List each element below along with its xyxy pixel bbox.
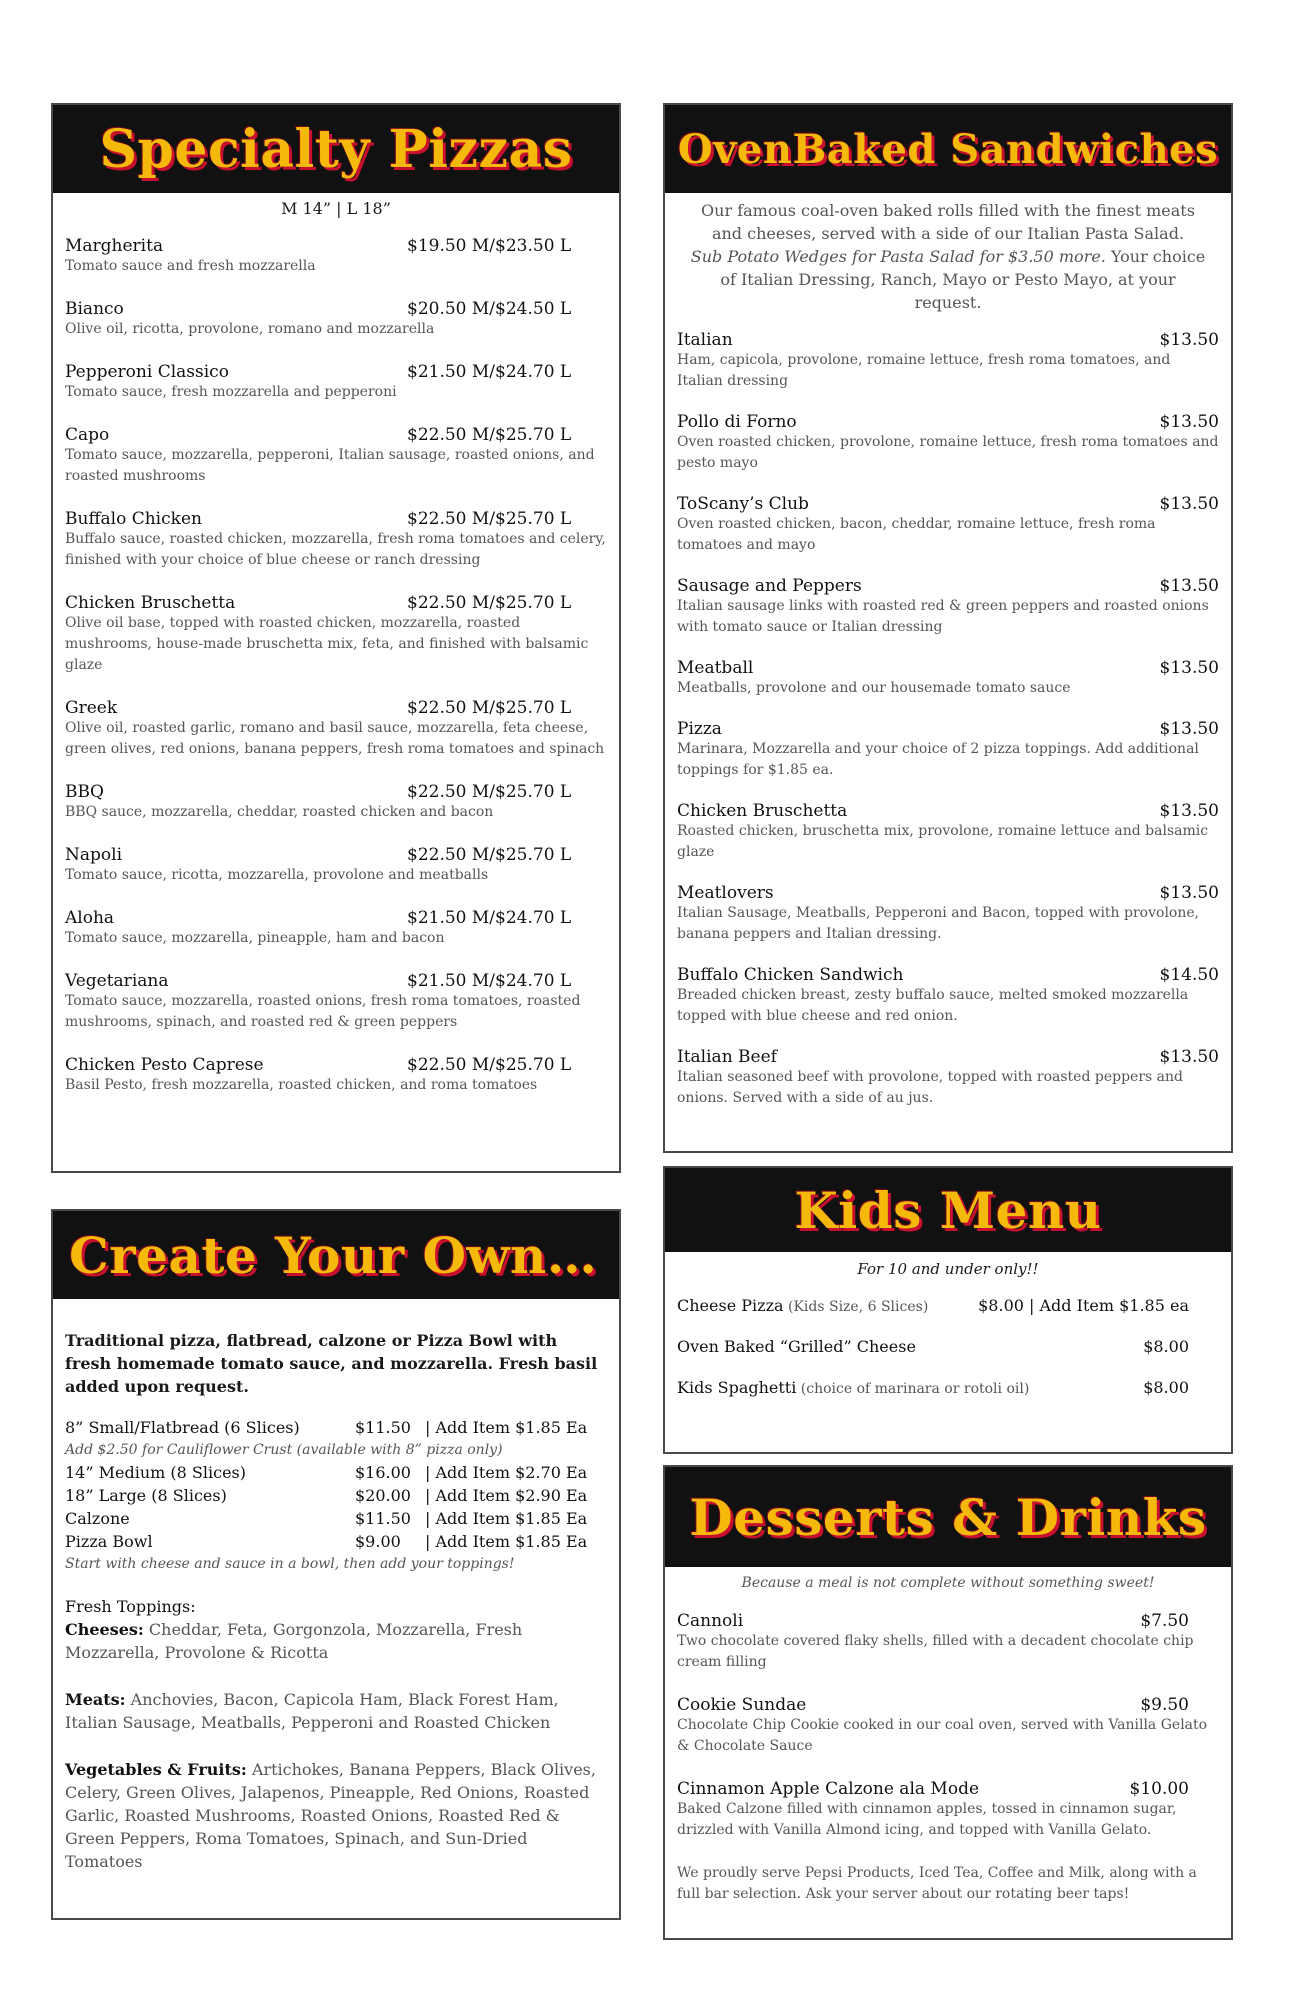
size-name: 8” Small/Flatbread (6 Slices) (65, 1418, 300, 1437)
item-name: Cinnamon Apple Calzone ala Mode (677, 1779, 980, 1799)
item-name: Buffalo Chicken Sandwich (677, 965, 904, 985)
item-description: Oven roasted chicken, provolone, romaine lettuce, fresh roma tomatoes and pesto mayo (677, 434, 1219, 471)
desserts-title: Desserts & Drinks (689, 1487, 1207, 1547)
create-your-own-title: Create Your Own… (69, 1225, 598, 1285)
item-description: Two chocolate covered flaky shells, filled with a decadent chocolate chip cream filling (677, 1633, 1194, 1670)
size-price: $16.00 (355, 1463, 411, 1482)
item-price: $21.50 M/$24.70 L (407, 908, 572, 928)
item-price: $22.50 M/$25.70 L (407, 425, 572, 445)
item-price: $14.50 (1159, 965, 1219, 985)
menu-item (677, 412, 1219, 474)
item-name: Cheese Pizza (677, 1296, 784, 1315)
toppings-vegetables (65, 1758, 607, 1873)
kids-menu-subtitle: For 10 and under only!! (857, 1260, 1039, 1278)
menu-item (677, 1047, 1219, 1109)
size-name: 14” Medium (8 Slices) (65, 1463, 246, 1482)
item-price: $13.50 (1159, 412, 1219, 432)
item-price: $8.00 (1143, 1378, 1189, 1397)
menu-item (677, 1779, 1219, 1841)
item-price: $13.50 (1159, 658, 1219, 678)
item-description: Olive oil, ricotta, provolone, romano and mozzarella (65, 321, 435, 337)
menu-item (677, 1337, 1219, 1356)
item-price: $13.50 (1159, 719, 1219, 739)
item-name: ToScany’s Club (677, 494, 809, 514)
menu-item (65, 971, 607, 1033)
item-description: Tomato sauce and fresh mozzarella (65, 258, 316, 274)
item-description: Meatballs, provolone and our housemade tomato sauce (677, 680, 1071, 696)
item-price: $22.50 M/$25.70 L (407, 782, 572, 802)
item-price: $22.50 M/$25.70 L (407, 593, 572, 613)
meats-list: Anchovies, Bacon, Capicola Ham, Black Forest Ham, Italian Sausage, Meatballs, Pepperoni and Roasted Chicken (65, 1690, 559, 1732)
item-name: Italian (677, 330, 733, 350)
item-price: $19.50 M/$23.50 L (407, 236, 572, 256)
menu-item (65, 362, 607, 403)
create-your-own-header (53, 1211, 619, 1299)
item-description: BBQ sauce, mozzarella, cheddar, roasted chicken and bacon (65, 804, 494, 820)
item-name: Capo (65, 425, 110, 445)
create-your-own-panel (51, 1209, 621, 1920)
item-name: Chicken Bruschetta (677, 801, 848, 821)
item-name: Pollo di Forno (677, 412, 797, 432)
item-name: BBQ (65, 782, 104, 802)
item-name: Sausage and Peppers (677, 576, 862, 596)
item-description: Tomato sauce, mozzarella, pineapple, ham and bacon (65, 930, 445, 946)
size-name: 18” Large (8 Slices) (65, 1486, 227, 1505)
menu-item (677, 658, 1219, 699)
sandwiches-header (665, 105, 1231, 193)
item-price: $13.50 (1159, 330, 1219, 350)
item-name: Italian Beef (677, 1047, 777, 1067)
intro-dressing-text: Your choice of Italian Dressing, Ranch, Mayo or Pesto Mayo, at your request. (720, 247, 1206, 312)
item-name: Meatball (677, 658, 754, 678)
menu-item (677, 1296, 1219, 1315)
item-description: Buffalo sauce, roasted chicken, mozzarella, fresh roma tomatoes and celery, finished with your choice of blue cheese or ranch dressing (65, 531, 606, 568)
intro-sub-note: Sub Potato Wedges for Pasta Salad for $3.50 more. (690, 247, 1106, 266)
menu-item (65, 299, 607, 340)
sandwiches-title: OvenBaked Sandwiches (677, 125, 1219, 173)
vegetables-list: Artichokes, Banana Peppers, Black Olives, Celery, Green Olives, Jalapenos, Pineapple, Red Onions, Roasted Garlic, Roasted Mushrooms, Roasted Onions, Roasted Red & Green Peppers, Roma Tomatoes, Spinach, and Sun-Dried Tomatoes (65, 1760, 596, 1871)
item-name: Buffalo Chicken (65, 509, 202, 529)
item-description: Tomato sauce, mozzarella, pepperoni, Italian sausage, roasted onions, and roasted mushrooms (65, 447, 595, 484)
item-name: Cookie Sundae (677, 1695, 807, 1715)
item-description: Chocolate Chip Cookie cooked in our coal oven, served with Vanilla Gelato & Chocolate Sauce (677, 1717, 1208, 1754)
item-description: Roasted chicken, bruschetta mix, provolone, romaine lettuce and balsamic glaze (677, 823, 1209, 860)
item-price: $20.50 M/$24.50 L (407, 299, 572, 319)
menu-item (677, 1695, 1219, 1757)
item-name: Pepperoni Classico (65, 362, 229, 382)
desserts-subtitle: Because a meal is not complete without something sweet! (741, 1575, 1155, 1591)
item-price: $22.50 M/$25.70 L (407, 509, 572, 529)
item-name: Meatlovers (677, 883, 774, 903)
item-price: $8.00 (1143, 1337, 1189, 1356)
item-price: $9.50 (1140, 1695, 1189, 1715)
item-note: (choice of marinara or rotoli oil) (796, 1381, 1030, 1397)
menu-item (677, 719, 1219, 781)
item-price: $13.50 (1159, 801, 1219, 821)
drinks-footer: We proudly serve Pepsi Products, Iced Tea, Coffee and Milk, along with a full bar selection. Ask your server about our rotating beer taps! (677, 1865, 1197, 1902)
size-price: $11.50 (355, 1509, 411, 1528)
item-price: $22.50 M/$25.70 L (407, 698, 572, 718)
item-description: Italian sausage links with roasted red & green peppers and roasted onions with tomato sauce or Italian dressing (677, 598, 1209, 635)
size-option (65, 1530, 607, 1553)
item-price: $13.50 (1159, 883, 1219, 903)
desserts-panel (663, 1465, 1233, 1940)
menu-item (677, 883, 1219, 945)
item-price: $22.50 M/$25.70 L (407, 845, 572, 865)
kids-menu-header (665, 1168, 1231, 1252)
size-option (65, 1507, 607, 1530)
menu-item (677, 494, 1219, 556)
item-description: Baked Calzone filled with cinnamon apples, tossed in cinnamon sugar, drizzled with Vanilla Almond icing, and topped with Vanilla Gelato. (677, 1801, 1177, 1838)
item-name: Napoli (65, 845, 123, 865)
item-description: Italian seasoned beef with provolone, topped with roasted peppers and onions. Served with a side of au jus. (677, 1069, 1183, 1106)
menu-item (65, 698, 607, 760)
menu-item (677, 801, 1219, 863)
cheeses-label: Cheeses: (65, 1620, 144, 1639)
menu-item (677, 965, 1219, 1027)
menu-item (65, 782, 607, 823)
menu-item (677, 576, 1219, 638)
intro-text: Our famous coal-oven baked rolls filled with the finest meats and cheeses, served with a side of our Italian Pasta Salad. (701, 201, 1195, 243)
item-name: Vegetariana (65, 971, 169, 991)
meats-label: Meats: (65, 1690, 126, 1709)
item-description: Ham, capicola, provolone, romaine lettuce, fresh roma tomatoes, and Italian dressing (677, 352, 1171, 389)
size-name: Calzone (65, 1509, 130, 1528)
vegetables-label: Vegetables & Fruits: (65, 1760, 247, 1779)
item-name: Cannoli (677, 1611, 744, 1631)
toppings-meats (65, 1688, 607, 1734)
menu-item (677, 1611, 1219, 1673)
item-price: $13.50 (1159, 494, 1219, 514)
toppings-heading: Fresh Toppings: (65, 1597, 196, 1616)
item-note: (Kids Size, 6 Slices) (783, 1299, 929, 1315)
menu-item (65, 509, 607, 571)
size-add-item: | Add Item $2.70 Ea (425, 1463, 588, 1482)
item-description: Oven roasted chicken, bacon, cheddar, romaine lettuce, fresh roma tomatoes and mayo (677, 516, 1156, 553)
item-description: Breaded chicken breast, zesty buffalo sauce, melted smoked mozzarella topped with blue cheese and red onion. (677, 987, 1189, 1024)
sandwiches-intro (677, 193, 1219, 330)
item-name: Bianco (65, 299, 124, 319)
cheeses-list: Cheddar, Feta, Gorgonzola, Mozzarella, Fresh Mozzarella, Provolone & Ricotta (65, 1620, 523, 1662)
item-description: Tomato sauce, mozzarella, roasted onions, fresh roma tomatoes, roasted mushrooms, spinach, and roasted red & green peppers (65, 993, 581, 1030)
toppings-section (65, 1595, 607, 1873)
item-description: Olive oil, roasted garlic, romano and basil sauce, mozzarella, feta cheese, green olives, red onions, banana peppers, fresh roma tomatoes and spinach (65, 720, 605, 757)
desserts-header (665, 1467, 1231, 1567)
specialty-pizzas-panel (51, 103, 621, 1173)
size-add-item: | Add Item $1.85 Ea (425, 1418, 588, 1437)
item-name: Chicken Pesto Caprese (65, 1055, 264, 1075)
item-price: $21.50 M/$24.70 L (407, 971, 572, 991)
toppings-cheeses (65, 1618, 607, 1664)
item-description: Basil Pesto, fresh mozzarella, roasted chicken, and roma tomatoes (65, 1077, 538, 1093)
item-name: Kids Spaghetti (677, 1378, 797, 1397)
menu-item (65, 593, 607, 676)
size-add-item: | Add Item $2.90 Ea (425, 1486, 588, 1505)
item-price: $8.00 | Add Item $1.85 ea (978, 1296, 1189, 1315)
item-description: Marinara, Mozzarella and your choice of 2 pizza toppings. Add additional toppings for $1.85 ea. (677, 741, 1199, 778)
size-option (65, 1416, 607, 1439)
item-description: Olive oil base, topped with roasted chicken, mozzarella, roasted mushrooms, house-made bruschetta mix, feta, and finished with balsamic glaze (65, 615, 589, 673)
kids-menu-panel (663, 1166, 1233, 1454)
item-name: Margherita (65, 236, 164, 256)
item-name: Oven Baked “Grilled” Cheese (677, 1337, 916, 1356)
item-name: Aloha (65, 908, 115, 928)
size-add-item: | Add Item $1.85 Ea (425, 1532, 588, 1551)
menu-item (65, 1055, 607, 1096)
item-price: $7.50 (1140, 1611, 1189, 1631)
specialty-pizzas-header (53, 105, 619, 193)
kids-menu-title: Kids Menu (794, 1180, 1102, 1240)
size-price: $11.50 (355, 1418, 411, 1437)
size-name: Pizza Bowl (65, 1532, 153, 1551)
item-description: Tomato sauce, fresh mozzarella and pepperoni (65, 384, 397, 400)
item-description: Italian Sausage, Meatballs, Pepperoni and Bacon, topped with provolone, banana peppers and Italian dressing. (677, 905, 1200, 942)
item-name: Pizza (677, 719, 722, 739)
size-price: $9.00 (355, 1532, 401, 1551)
item-price: $13.50 (1159, 1047, 1219, 1067)
item-price: $22.50 M/$25.70 L (407, 1055, 572, 1075)
menu-item (677, 1378, 1219, 1397)
item-name: Greek (65, 698, 118, 718)
size-add-item: | Add Item $1.85 Ea (425, 1509, 588, 1528)
menu-item (65, 425, 607, 487)
size-price: $20.00 (355, 1486, 411, 1505)
sandwiches-panel (663, 103, 1233, 1153)
size-option (65, 1484, 607, 1507)
item-name: Chicken Bruschetta (65, 593, 236, 613)
create-your-own-lead: Traditional pizza, flatbread, calzone or Pizza Bowl with fresh homemade tomato sauce, and mozzarella. Fresh basil added upon request. (65, 1331, 598, 1396)
specialty-pizzas-title: Specialty Pizzas (99, 118, 573, 180)
pizza-sizes: M 14” | L 18” (281, 199, 391, 218)
size-option (65, 1461, 607, 1484)
menu-item (65, 908, 607, 949)
pizza-bowl-note: Start with cheese and sauce in a bowl, then add your toppings! (65, 1556, 515, 1572)
item-price: $21.50 M/$24.70 L (407, 362, 572, 382)
item-description: Tomato sauce, ricotta, mozzarella, provolone and meatballs (65, 867, 489, 883)
menu-item (65, 845, 607, 886)
cauliflower-note: Add $2.50 for Cauliflower Crust (available with 8” pizza only) (65, 1442, 503, 1458)
menu-item (65, 236, 607, 277)
item-price: $13.50 (1159, 576, 1219, 596)
item-price: $10.00 (1129, 1779, 1189, 1799)
menu-item (677, 330, 1219, 392)
